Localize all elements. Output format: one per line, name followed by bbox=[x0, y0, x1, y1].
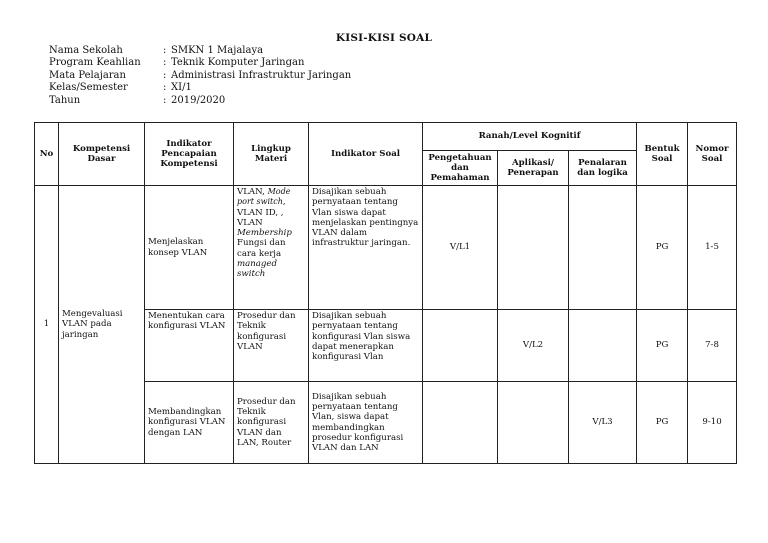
meta-value: Administrasi Infrastruktur Jaringan bbox=[171, 69, 352, 81]
header-indikator-soal: Indikator Soal bbox=[309, 123, 423, 186]
cell-no: 1 bbox=[35, 186, 59, 464]
lingkup-italic: managed switch bbox=[237, 259, 278, 280]
lingkup-text: , VLAN ID, , VLAN bbox=[237, 197, 286, 228]
meta-label: Kelas/Semester bbox=[49, 82, 128, 94]
meta-value: Teknik Komputer Jaringan bbox=[171, 57, 305, 69]
document-title: KISI-KISI SOAL bbox=[335, 32, 433, 44]
header-kompetensi-dasar: Kompetensi Dasar bbox=[59, 123, 145, 186]
cell-indikator-soal: Disajikan sebuah pernyataan tentang konfigurasi Vlan siswa dapat menerapkan konfigurasi Vlan bbox=[309, 310, 423, 382]
cell-lingkup bbox=[234, 186, 309, 310]
header-nomor-soal: Nomor Soal bbox=[688, 123, 737, 186]
meta-row-program-keahlian bbox=[49, 57, 351, 69]
meta-label: Program Keahlian bbox=[49, 57, 141, 69]
lingkup-italic: Mode port switch bbox=[237, 187, 291, 207]
header-indikator-pencapaian: Indikator Pencapaian Kompetensi bbox=[145, 123, 234, 186]
cell-lingkup: Prosedur dan Teknik konfigurasi VLAN bbox=[234, 310, 309, 382]
meta-separator: : bbox=[163, 94, 167, 106]
cell-kompetensi-dasar: Mengevaluasi VLAN pada jaringan bbox=[59, 186, 145, 464]
meta-label: Nama Sekolah bbox=[49, 45, 123, 56]
meta-separator: : bbox=[163, 82, 167, 94]
header-aplikasi: Aplikasi/ Penerapan bbox=[498, 151, 569, 186]
meta-value: SMKN 1 Majalaya bbox=[171, 45, 264, 56]
meta-label: Tahun bbox=[49, 94, 81, 106]
cell-penalaran: V/L3 bbox=[569, 382, 637, 464]
meta-row-mata-pelajaran bbox=[49, 70, 351, 82]
header-lingkup-materi: Lingkup Materi bbox=[234, 123, 309, 186]
lingkup-text: VLAN, bbox=[237, 187, 268, 197]
meta-row-kelas-semester bbox=[49, 82, 351, 94]
header-pengetahuan: Pengetahuan dan Pemahaman bbox=[423, 151, 498, 186]
meta-label: Mata Pelajaran bbox=[49, 69, 126, 81]
meta-separator: : bbox=[163, 69, 167, 81]
meta-value: 2019/2020 bbox=[171, 94, 226, 106]
cell-penalaran bbox=[569, 186, 637, 310]
cell-bentuk: PG bbox=[637, 382, 688, 464]
meta-value: XI/1 bbox=[171, 82, 192, 94]
cell-nomor: 7-8 bbox=[688, 310, 737, 382]
cell-nomor: 1-5 bbox=[688, 186, 737, 310]
meta-separator: : bbox=[163, 45, 167, 56]
table-row bbox=[35, 186, 737, 310]
meta-separator: : bbox=[163, 57, 167, 69]
cell-pengetahuan: V/L1 bbox=[423, 186, 498, 310]
meta-row-tahun bbox=[49, 95, 351, 107]
lingkup-italic: Membership bbox=[237, 228, 292, 239]
cell-nomor: 9-10 bbox=[688, 382, 737, 464]
cell-indikator-soal: Disajikan sebuah pernyataan tentang Vlan siswa dapat menjelaskan pentingnya VLAN dalam infrastruktur jaringan. bbox=[309, 186, 423, 310]
cell-bentuk: PG bbox=[637, 310, 688, 382]
identity-block bbox=[49, 45, 351, 107]
header-ranah-level: Ranah/Level Kognitif bbox=[423, 123, 637, 151]
cell-aplikasi bbox=[498, 186, 569, 310]
cell-lingkup: Prosedur dan Teknik konfigurasi VLAN dan LAN, Router bbox=[234, 382, 309, 464]
cell-indikator: Menentukan cara konfigurasi VLAN bbox=[145, 310, 234, 382]
cell-pengetahuan bbox=[423, 382, 498, 464]
cell-indikator: Menjelaskan konsep VLAN bbox=[145, 186, 234, 310]
cell-penalaran bbox=[569, 310, 637, 382]
header-penalaran: Penalaran dan logika bbox=[569, 151, 637, 186]
lingkup-text: Fungsi dan cara kerja bbox=[237, 238, 286, 259]
cell-bentuk: PG bbox=[637, 186, 688, 310]
cell-indikator: Membandingkan konfigurasi VLAN dengan LAN bbox=[145, 382, 234, 464]
meta-row-nama-sekolah bbox=[49, 45, 351, 57]
cell-pengetahuan bbox=[423, 310, 498, 382]
cell-aplikasi bbox=[498, 382, 569, 464]
kisi-kisi-table bbox=[34, 122, 737, 464]
header-bentuk-soal: Bentuk Soal bbox=[637, 123, 688, 186]
header-no: No bbox=[35, 123, 59, 186]
cell-aplikasi: V/L2 bbox=[498, 310, 569, 382]
cell-indikator-soal: Disajikan sebuah pernyataan tentang Vlan, siswa dapat membandingkan prosedur konfigurasi VLAN dan LAN bbox=[309, 382, 423, 464]
